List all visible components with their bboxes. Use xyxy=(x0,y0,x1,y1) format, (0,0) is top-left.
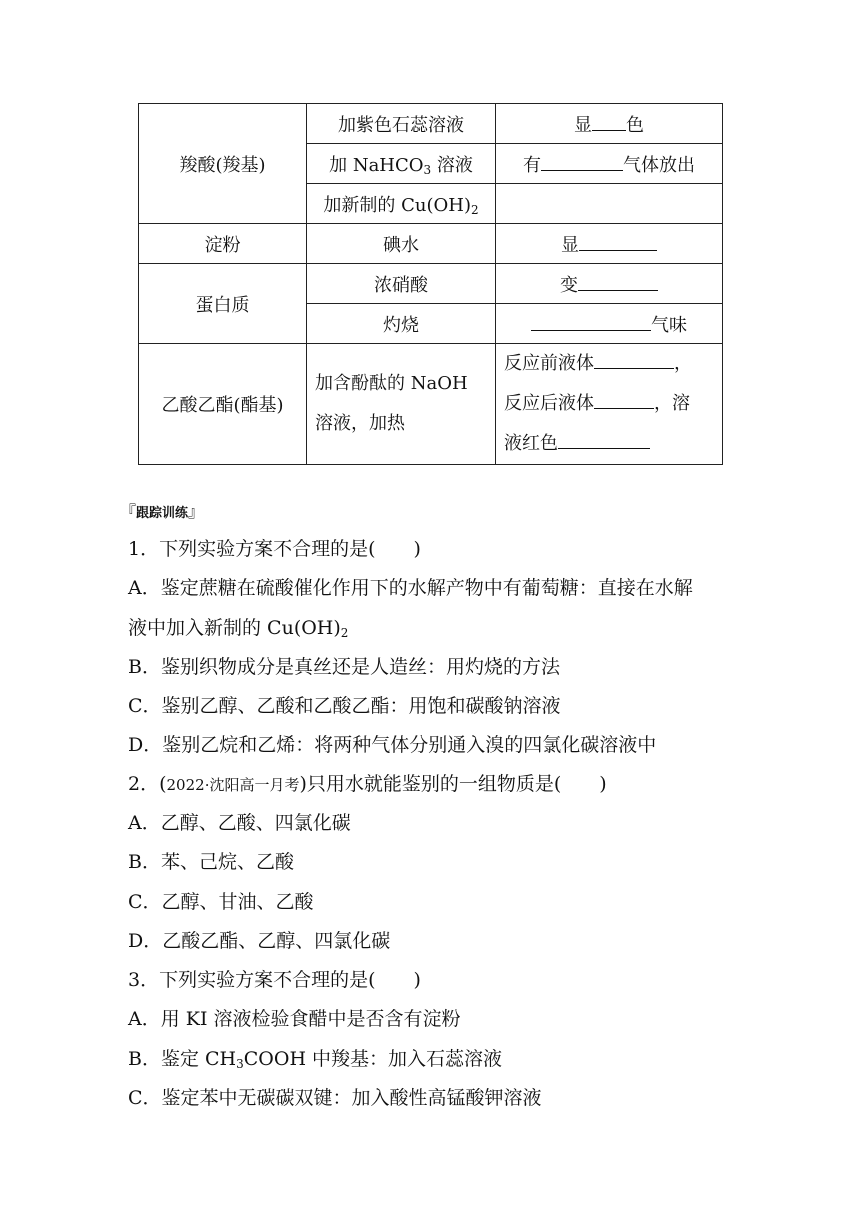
table-row xyxy=(139,104,723,144)
phenomenon-text: 液红色 xyxy=(504,433,558,454)
reagent-label: 加 NaHCO xyxy=(329,154,424,176)
section-heading xyxy=(120,499,204,522)
section-title: 跟踪训练 xyxy=(136,506,189,521)
answer-blank xyxy=(541,152,623,171)
answer-blank xyxy=(558,430,650,449)
substance-label: 乙酸乙酯(酯基) xyxy=(161,395,284,416)
substance-cell xyxy=(139,264,307,344)
reagent-cell xyxy=(307,144,496,184)
reagent-label: 碘水 xyxy=(383,234,419,256)
reagent-cell xyxy=(307,344,496,465)
reagent-table xyxy=(138,103,723,465)
reagent-label: 加新制的 Cu(OH) xyxy=(323,194,471,216)
substance-cell xyxy=(139,104,307,224)
table-row xyxy=(139,264,723,304)
phenomenon-text: 气味 xyxy=(651,314,687,336)
phenomenon-text: 气体放出 xyxy=(623,154,695,176)
phenomenon-cell xyxy=(496,304,723,344)
question-source: 2022·沈阳高一月考 xyxy=(166,776,300,794)
phenomenon-cell xyxy=(496,344,723,465)
question-2-option-b: B．苯、己烷、乙酸 xyxy=(128,851,294,873)
bracket-open: 『 xyxy=(120,502,137,521)
phenomenon-text: 变 xyxy=(560,274,578,296)
reagent-cell xyxy=(307,304,496,344)
phenomenon-text: ，溶 xyxy=(654,393,690,414)
question-2-option-a: A．乙醇、乙酸、四氯化碳 xyxy=(128,812,351,834)
phenomenon-text: 有 xyxy=(523,154,541,176)
phenomenon-text: 色 xyxy=(626,114,644,136)
reagent-label: 浓硝酸 xyxy=(374,274,428,296)
question-3-option-b xyxy=(128,1047,502,1076)
phenomenon-cell xyxy=(496,144,723,184)
question-1-option-d: D．鉴别乙烷和乙烯：将两种气体分别通入溴的四氯化碳溶液中 xyxy=(128,734,657,756)
reagent-label: 加含酚酞的 NaOH xyxy=(315,373,468,394)
question-2-option-d: D．乙酸乙酯、乙醇、四氯化碳 xyxy=(128,930,391,952)
answer-blank xyxy=(592,112,626,131)
subscript: 2 xyxy=(340,626,349,640)
question-text: )只用水就能鉴别的一组物质是( ) xyxy=(299,773,607,795)
table-row xyxy=(139,344,723,465)
answer-blank xyxy=(579,232,657,251)
question-1-option-a-cont xyxy=(128,616,348,645)
phenomenon-cell xyxy=(496,264,723,304)
reagent-label: 溶液，加热 xyxy=(315,413,405,434)
bracket-close: 』 xyxy=(188,502,205,521)
reagent-cell xyxy=(307,264,496,304)
option-text: B．鉴定 CH xyxy=(128,1048,237,1070)
question-3-option-c: C．鉴定苯中无碳碳双键：加入酸性高锰酸钾溶液 xyxy=(128,1087,542,1109)
subscript: 3 xyxy=(423,162,432,177)
question-1-stem: 1．下列实验方案不合理的是( ) xyxy=(128,538,421,560)
subscript: 3 xyxy=(236,1057,244,1071)
phenomenon-text: 显 xyxy=(574,114,592,136)
question-2-stem xyxy=(128,772,607,797)
question-2-option-c: C．乙醇、甘油、乙酸 xyxy=(128,891,314,913)
phenomenon-text: 反应后液体 xyxy=(504,393,594,414)
phenomenon-text: ， xyxy=(674,353,692,374)
phenomenon-text: 反应前液体 xyxy=(504,353,594,374)
phenomenon-cell xyxy=(496,224,723,264)
reagent-cell xyxy=(307,184,496,224)
substance-label: 羧酸(羧基) xyxy=(179,154,266,176)
substance-cell xyxy=(139,224,307,264)
option-text: 液中加入新制的 Cu(OH) xyxy=(128,617,341,639)
answer-blank xyxy=(578,272,658,291)
reagent-label: 加紫色石蕊溶液 xyxy=(338,114,464,136)
reagent-cell xyxy=(307,224,496,264)
phenomenon-text: 显 xyxy=(561,234,579,256)
question-1-option-b: B．鉴别织物成分是真丝还是人造丝：用灼烧的方法 xyxy=(128,656,560,678)
reagent-label: 溶液 xyxy=(431,154,473,176)
option-text: COOH 中羧基：加入石蕊溶液 xyxy=(243,1048,503,1070)
question-1-option-c: C．鉴别乙醇、乙酸和乙酸乙酯：用饱和碳酸钠溶液 xyxy=(128,695,561,717)
substance-cell xyxy=(139,344,307,465)
answer-blank xyxy=(594,350,674,369)
reagent-label: 灼烧 xyxy=(383,314,419,336)
phenomenon-cell xyxy=(496,184,723,224)
reagent-cell xyxy=(307,104,496,144)
table-row xyxy=(139,224,723,264)
answer-blank xyxy=(531,312,651,331)
substance-label: 蛋白质 xyxy=(195,294,250,316)
question-3-stem: 3．下列实验方案不合理的是( ) xyxy=(128,969,421,991)
phenomenon-cell xyxy=(496,104,723,144)
question-3-option-a: A．用 KI 溶液检验食醋中是否含有淀粉 xyxy=(128,1008,461,1030)
subscript: 2 xyxy=(470,202,479,217)
question-number: 2．( xyxy=(128,773,167,795)
question-1-option-a: A．鉴定蔗糖在硫酸催化作用下的水解产物中有葡萄糖：直接在水解 xyxy=(128,577,693,599)
substance-label: 淀粉 xyxy=(204,234,241,256)
answer-blank xyxy=(594,390,654,409)
